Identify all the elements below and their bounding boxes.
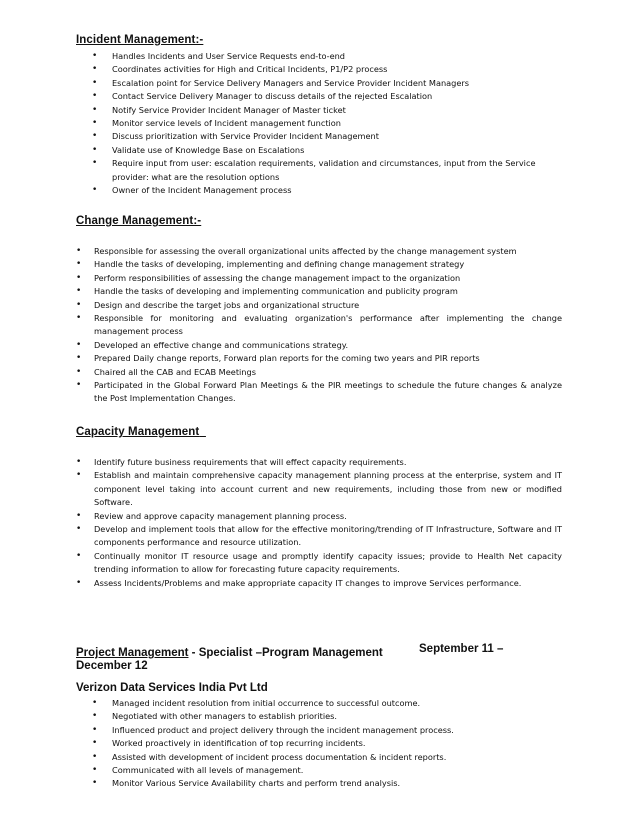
list-item xyxy=(94,777,564,790)
list-item-text: Require input from user: escalation requirements, validation and circumstances, input from the Service provider: what are the resolution options xyxy=(112,158,536,182)
list-item-text: Assisted with development of incident process documentation & incident reports. xyxy=(112,751,447,762)
list-item xyxy=(76,272,562,285)
list-item-text: Participated in the Global Forward Plan Meetings & the PIR meetings to schedule the future changes & analyze the Post Implementation Changes. xyxy=(94,380,562,404)
incident-management-list xyxy=(94,50,564,197)
bullet-icon: • xyxy=(76,339,82,350)
project-dates-start: September 11 – xyxy=(419,643,504,655)
bullet-icon: • xyxy=(76,246,82,256)
list-item-text: Assess Incidents/Problems and make appropriate capacity IT changes to improve Services performance. xyxy=(94,577,522,588)
project-management-list xyxy=(94,697,564,791)
list-item xyxy=(76,258,562,271)
bullet-icon: • xyxy=(92,144,98,155)
list-item xyxy=(94,144,564,157)
list-item xyxy=(76,379,562,406)
bullet-icon: • xyxy=(76,313,82,324)
list-item-text: Handle the tasks of developing, implementing and defining change management strategy xyxy=(94,259,465,270)
list-item xyxy=(76,312,562,339)
list-item xyxy=(94,710,564,723)
project-heading-line xyxy=(76,643,566,661)
company-name: Verizon Data Services India Pvt Ltd xyxy=(76,682,268,694)
list-item-text: Contact Service Delivery Manager to discuss details of the rejected Escalation xyxy=(112,91,433,102)
bullet-icon: • xyxy=(92,91,98,102)
bullet-icon: • xyxy=(92,118,98,129)
bullet-icon: • xyxy=(92,751,98,762)
list-item xyxy=(94,50,564,63)
list-item-text: Perform responsibilities of assessing the change management impact to the organization xyxy=(94,272,461,283)
bullet-icon: • xyxy=(76,457,82,467)
list-item xyxy=(94,751,564,764)
bullet-icon: • xyxy=(76,353,82,364)
change-management-heading: Change Management:- xyxy=(76,215,202,227)
bullet-icon: • xyxy=(92,765,98,776)
list-item xyxy=(94,724,564,737)
list-item-text: Communicated with all levels of management. xyxy=(112,765,304,776)
bullet-icon: • xyxy=(76,380,82,391)
list-item xyxy=(94,77,564,90)
list-item-text: Handle the tasks of developing and implementing communication and publicity program xyxy=(94,286,458,297)
list-item xyxy=(94,697,564,710)
list-item-text: Responsible for assessing the overall organizational units affected by the change management system xyxy=(94,246,517,256)
list-item xyxy=(76,245,562,258)
list-item-text: Chaired all the CAB and ECAB Meetings xyxy=(94,366,256,377)
bullet-icon: • xyxy=(92,698,98,708)
list-item xyxy=(94,737,564,750)
list-item-text: Negotiated with other managers to establish priorities. xyxy=(112,711,338,722)
bullet-icon: • xyxy=(92,738,98,749)
list-item-text: Handles Incidents and User Service Requests end-to-end xyxy=(112,51,346,61)
list-item-text: Review and approve capacity management planning process. xyxy=(94,510,347,521)
list-item-text: Coordinates activities for High and Critical Incidents, P1/P2 process xyxy=(112,64,388,75)
capacity-management-heading: Capacity Management xyxy=(76,426,200,438)
list-item xyxy=(94,184,564,197)
capacity-management-list xyxy=(76,456,562,590)
list-item xyxy=(94,764,564,777)
list-item xyxy=(76,339,562,352)
bullet-icon: • xyxy=(76,550,82,561)
bullet-icon: • xyxy=(92,711,98,722)
bullet-icon: • xyxy=(92,131,98,142)
bullet-icon: • xyxy=(76,470,82,481)
list-item-text: Escalation point for Service Delivery Managers and Service Provider Incident Managers xyxy=(112,77,470,88)
list-item-text: Discuss prioritization with Service Provider Incident Management xyxy=(112,131,379,142)
list-item xyxy=(94,117,564,130)
list-item-text: Responsible for monitoring and evaluating organization's performance after implementing the change management process xyxy=(94,313,562,337)
list-item xyxy=(94,157,564,184)
list-item xyxy=(76,510,562,523)
bullet-icon: • xyxy=(92,778,98,789)
list-item xyxy=(94,63,564,76)
incident-management-heading: Incident Management:- xyxy=(76,34,204,46)
list-item-text: Monitor service levels of Incident management function xyxy=(112,118,341,129)
list-item-text: Establish and maintain comprehensive capacity management planning process at the enterprise, system and IT component level taking into account current and new requirements, including those from new or modified Software. xyxy=(94,470,562,508)
list-item-text: Notify Service Provider Incident Manager of Master ticket xyxy=(112,104,346,115)
bullet-icon: • xyxy=(76,299,82,310)
list-item-text: Managed incident resolution from initial occurrence to successful outcome. xyxy=(112,698,421,708)
bullet-icon: • xyxy=(92,51,98,61)
bullet-icon: • xyxy=(92,724,98,735)
bullet-icon: • xyxy=(76,259,82,270)
bullet-icon: • xyxy=(92,64,98,75)
bullet-icon: • xyxy=(76,286,82,297)
list-item-text: Validate use of Knowledge Base on Escalations xyxy=(112,144,305,155)
list-item xyxy=(94,104,564,117)
list-item xyxy=(76,523,562,550)
list-item-text: Developed an effective change and communications strategy. xyxy=(94,339,349,350)
bullet-icon: • xyxy=(76,510,82,521)
list-item-text: Continually monitor IT resource usage and promptly identify capacity issues; provide to Health Net capacity trending information to allow for forecasting future capacity requirements. xyxy=(94,550,562,575)
list-item xyxy=(94,90,564,103)
list-item-text: Worked proactively in identification of top recurring incidents. xyxy=(112,738,366,749)
list-item-text: Influenced product and project delivery through the incident management process. xyxy=(112,724,454,735)
list-item xyxy=(76,366,562,379)
list-item xyxy=(76,456,562,469)
list-item-text: Owner of the Incident Management process xyxy=(112,185,292,196)
list-item xyxy=(76,352,562,365)
bullet-icon: • xyxy=(76,577,82,588)
bullet-icon: • xyxy=(76,366,82,377)
bullet-icon: • xyxy=(92,104,98,115)
project-dates-end: December 12 xyxy=(76,660,148,672)
list-item xyxy=(76,285,562,298)
bullet-icon: • xyxy=(76,272,82,283)
bullet-icon: • xyxy=(92,77,98,88)
list-item-text: Develop and implement tools that allow for the effective monitoring/trending of IT Infrastructure, Software and IT components performance and resource utilization. xyxy=(94,524,562,548)
list-item xyxy=(94,130,564,143)
list-item xyxy=(76,299,562,312)
list-item xyxy=(76,577,562,590)
list-item-text: Monitor Various Service Availability charts and perform trend analysis. xyxy=(112,778,401,789)
project-role: - Specialist –Program Management xyxy=(188,647,383,659)
bullet-icon: • xyxy=(92,185,98,196)
list-item xyxy=(76,469,562,509)
bullet-icon: • xyxy=(76,524,82,535)
bullet-icon: • xyxy=(92,158,98,169)
change-management-list xyxy=(76,245,562,406)
project-management-heading: Project Management xyxy=(76,647,189,659)
list-item xyxy=(76,550,562,577)
list-item-text: Prepared Daily change reports, Forward plan reports for the coming two years and PIR reports xyxy=(94,353,480,364)
list-item-text: Identify future business requirements that will effect capacity requirements. xyxy=(94,457,407,467)
list-item-text: Design and describe the target jobs and organizational structure xyxy=(94,299,360,310)
